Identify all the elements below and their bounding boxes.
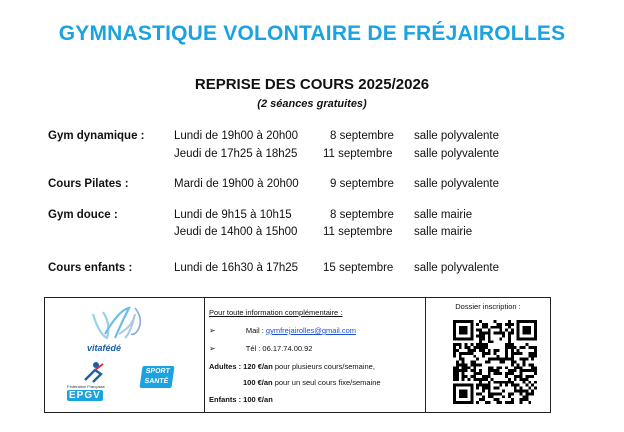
divider <box>204 298 205 412</box>
venue: salle polyvalente <box>414 178 500 190</box>
sport-label: SPORT <box>145 368 171 375</box>
adultes-desc: pour un seul cours fixe/semaine <box>272 378 381 387</box>
venue: salle mairie <box>414 226 473 238</box>
mail-line <box>209 326 356 335</box>
time-slot: Lundi de 16h30 à 17h25 <box>174 262 299 274</box>
email-link[interactable]: gymfrejairolles@gmail.com <box>265 326 357 335</box>
divider <box>425 298 426 412</box>
time-slot: Lundi de 9h15 à 10h15 <box>174 209 292 221</box>
tel-line <box>209 344 312 353</box>
vitafede-label: vitafédé <box>87 343 122 353</box>
time-slot: Mardi de 19h00 à 20h00 <box>174 178 299 190</box>
time-slot: Lundi de 19h00 à 20h00 <box>174 130 299 142</box>
venue: salle polyvalente <box>414 148 500 160</box>
arrow-icon: ➢ <box>209 326 216 335</box>
free-sessions-note: (2 séances gratuites) <box>257 98 367 110</box>
start-date: 15 septembre <box>323 262 394 274</box>
enfants-price: Enfants : 100 €/an <box>209 395 273 404</box>
adultes-line-1 <box>209 362 375 371</box>
arrow-icon: ➢ <box>209 344 216 353</box>
time-slot: Jeudi de 14h00 à 15h00 <box>174 226 298 238</box>
start-date: 9 septembre <box>330 178 394 190</box>
vitafede-logo <box>85 304 165 348</box>
page-title: GYMNASTIQUE VOLONTAIRE DE FRÉJAIROLLES <box>58 22 566 45</box>
start-date: 11 septembre <box>323 226 393 238</box>
dossier-label: Dossier inscription : <box>455 302 521 311</box>
info-box <box>44 297 551 413</box>
category-label: Cours Pilates : <box>48 178 129 190</box>
ffepgv-caption: Fédération Française <box>67 384 105 389</box>
adultes-line-2 <box>243 378 381 387</box>
adultes-desc: pour plusieurs cours/semaine, <box>272 362 375 371</box>
mail-label: Mail : <box>245 326 266 335</box>
category-label: Gym douce : <box>48 209 118 221</box>
time-slot: Jeudi de 17h25 à 18h25 <box>174 148 298 160</box>
sport-sante-logo <box>139 366 174 388</box>
venue: salle mairie <box>414 209 473 221</box>
adultes-price: 100 €/an <box>243 378 273 387</box>
category-label: Gym dynamique : <box>48 130 145 142</box>
start-date: 11 septembre <box>323 148 393 160</box>
start-date: 8 septembre <box>330 209 394 221</box>
venue: salle polyvalente <box>414 130 500 142</box>
sante-label: SANTÉ <box>144 378 169 385</box>
venue: salle polyvalente <box>414 262 500 274</box>
epgv-label: EPGV <box>69 390 101 401</box>
adultes-label: Adultes : <box>209 362 244 371</box>
ffepgv-logo-icon <box>81 360 107 384</box>
phone-number: Tél : 06.17.74.00.92 <box>245 344 313 353</box>
qr-code[interactable] <box>453 320 537 404</box>
adultes-price: 120 €/an <box>243 362 273 371</box>
season-heading: REPRISE DES COURS 2025/2026 <box>194 76 430 93</box>
start-date: 8 septembre <box>330 130 394 142</box>
category-label: Cours enfants : <box>48 262 133 274</box>
info-heading: Pour toute information complémentaire : <box>209 308 343 317</box>
